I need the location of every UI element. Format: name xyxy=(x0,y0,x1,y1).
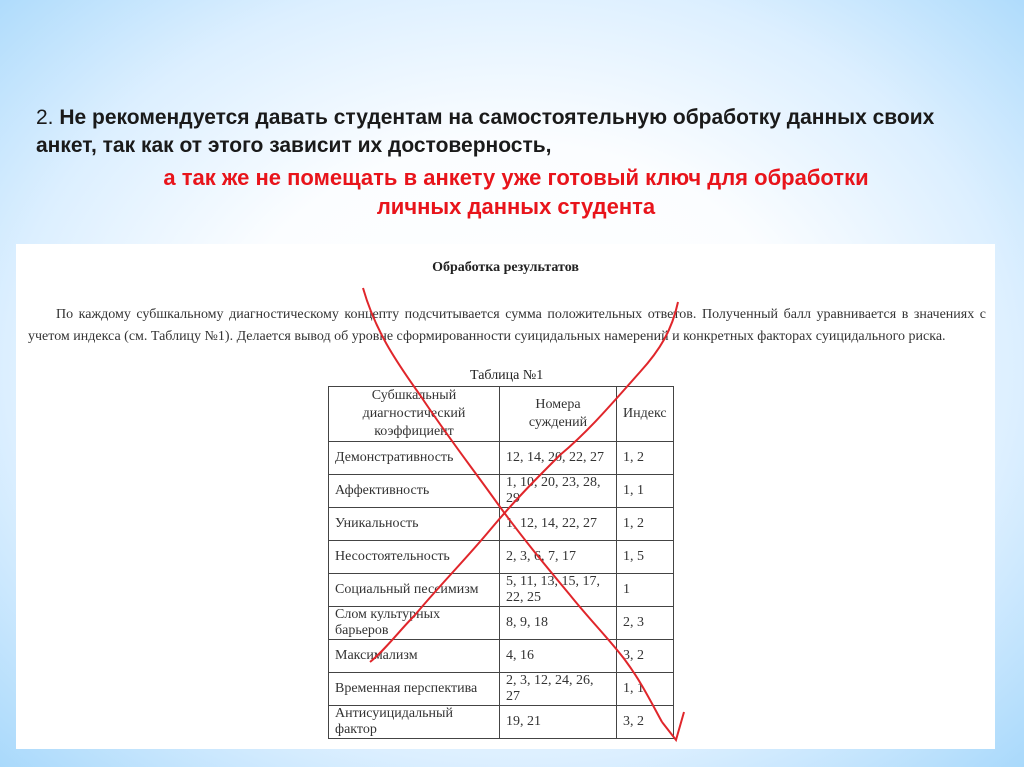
highlighted-line-1: а так же не помещать в анкету уже готовый ключ для обработки xyxy=(163,165,869,190)
header-index: Индекс xyxy=(617,387,674,442)
cell-index: 1, 1 xyxy=(617,475,674,508)
document-paragraph: По каждому субшкальному диагностическому концепту подсчитывается сумма положительных ответов. Полученный балл уравнивается в значениях с учетом индекса (см. Таблицу №1). Делается вывод об уровне сформированности суицидальных намерений и конкретных факторах суицидального риска. xyxy=(28,307,986,344)
cell-index: 1, 2 xyxy=(617,508,674,541)
cell-coefficient: Максимализм xyxy=(329,640,500,673)
highlighted-statement xyxy=(36,163,996,221)
results-table xyxy=(328,386,674,739)
cell-index: 1, 1 xyxy=(617,673,674,706)
cell-numbers: 2, 3, 12, 24, 26, 27 xyxy=(500,673,617,706)
table-header-row xyxy=(329,387,674,442)
cell-coefficient: Временная перспектива xyxy=(329,673,500,706)
item-number: 2. xyxy=(36,106,54,129)
cell-numbers: 19, 21 xyxy=(500,706,617,739)
cell-numbers: 5, 11, 13, 15, 17, 22, 25 xyxy=(500,574,617,607)
cell-coefficient: Слом культурных барьеров xyxy=(329,607,500,640)
main-statement xyxy=(36,104,996,160)
table-row xyxy=(329,442,674,475)
header-numbers: Номера суждений xyxy=(500,387,617,442)
cell-coefficient: Уникальность xyxy=(329,508,500,541)
header-coefficient: Субшкальный диагностический коэффициент xyxy=(329,387,500,442)
table-row xyxy=(329,508,674,541)
cell-index: 1 xyxy=(617,574,674,607)
cell-index: 2, 3 xyxy=(617,607,674,640)
cell-coefficient: Несостоятельность xyxy=(329,541,500,574)
cell-numbers: 12, 14, 20, 22, 27 xyxy=(500,442,617,475)
cell-numbers: 1, 10, 20, 23, 28, 29 xyxy=(500,475,617,508)
cell-numbers: 4, 16 xyxy=(500,640,617,673)
table-row xyxy=(329,475,674,508)
table-row xyxy=(329,673,674,706)
table-row xyxy=(329,574,674,607)
cell-index: 3, 2 xyxy=(617,706,674,739)
statement-text: Не рекомендуется давать студентам на самостоятельную обработку данных своих анкет, так как от этого зависит их достоверность, xyxy=(36,106,935,157)
document-heading: Обработка результатов xyxy=(432,260,579,275)
cell-index: 1, 5 xyxy=(617,541,674,574)
cell-index: 1, 2 xyxy=(617,442,674,475)
table-caption: Таблица №1 xyxy=(470,368,544,383)
cell-coefficient: Демонстративность xyxy=(329,442,500,475)
table-row xyxy=(329,640,674,673)
highlighted-line-2: личных данных студента xyxy=(376,194,656,219)
cell-index: 3, 2 xyxy=(617,640,674,673)
scanned-document xyxy=(16,244,995,749)
table-row xyxy=(329,607,674,640)
cell-coefficient: Антисуицидальный фактор xyxy=(329,706,500,739)
table-row xyxy=(329,706,674,739)
cell-numbers: 8, 9, 18 xyxy=(500,607,617,640)
cell-numbers: 1, 12, 14, 22, 27 xyxy=(500,508,617,541)
slide-text xyxy=(36,104,996,221)
cell-numbers: 2, 3, 6, 7, 17 xyxy=(500,541,617,574)
cell-coefficient: Аффективность xyxy=(329,475,500,508)
cell-coefficient: Социальный пессимизм xyxy=(329,574,500,607)
table-row xyxy=(329,541,674,574)
